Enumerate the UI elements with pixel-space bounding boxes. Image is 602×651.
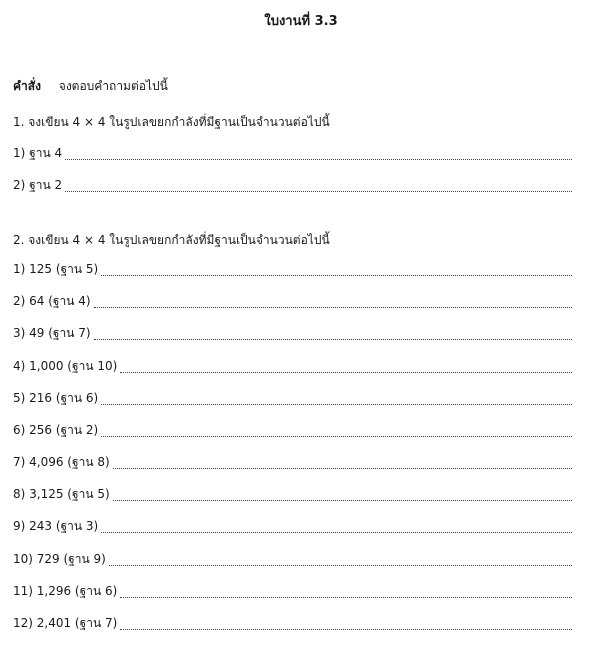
answer-line-label: 1) ฐาน 4: [13, 146, 63, 160]
answer-line-label: 4) 1,000 (ฐาน 10): [13, 359, 118, 373]
answer-line: [13, 583, 572, 601]
answer-line: [13, 261, 572, 279]
answer-line-label: 5) 216 (ฐาน 6): [13, 391, 99, 405]
answer-line: [13, 358, 572, 376]
answer-line-label: 9) 243 (ฐาน 3): [13, 519, 99, 533]
dotted-answer-line: [120, 628, 572, 630]
answer-line-label: 2) 64 (ฐาน 4): [13, 294, 91, 308]
answer-line-label: 2) ฐาน 2: [13, 178, 63, 192]
dotted-answer-line: [120, 596, 572, 598]
answer-line: [13, 615, 572, 633]
dotted-answer-line: [94, 338, 572, 340]
answer-line: [13, 454, 572, 472]
answer-line: [13, 390, 572, 408]
answer-line-label: 10) 729 (ฐาน 9): [13, 552, 106, 566]
answer-line-label: 8) 3,125 (ฐาน 5): [13, 487, 110, 501]
dotted-answer-line: [101, 531, 572, 533]
answer-line: [13, 145, 572, 163]
page-title: ใบงานที่ 3.3: [264, 14, 338, 29]
answer-line-label: 3) 49 (ฐาน 7): [13, 326, 91, 340]
answer-line: [13, 518, 572, 536]
instruction-label: คำสั่ง: [13, 79, 41, 93]
dotted-answer-line: [120, 371, 572, 373]
answer-line: [13, 422, 572, 440]
dotted-answer-line: [101, 403, 572, 405]
answer-line-label: 6) 256 (ฐาน 2): [13, 423, 99, 437]
answer-line: [13, 551, 572, 569]
dotted-answer-line: [113, 499, 572, 501]
dotted-answer-line: [65, 190, 572, 192]
dotted-answer-line: [113, 467, 572, 469]
dotted-answer-line: [101, 274, 572, 276]
answer-line: [13, 293, 572, 311]
instruction: [13, 77, 168, 96]
dotted-answer-line: [109, 564, 572, 566]
question-1-heading: 1. จงเขียน 4 × 4 ในรูปเลขยกกำลังที่มีฐานเป็นจำนวนต่อไปนี้: [13, 115, 330, 129]
instruction-text: จงตอบคำถามต่อไปนี้: [58, 79, 168, 93]
dotted-answer-line: [65, 158, 572, 160]
answer-line-label: 7) 4,096 (ฐาน 8): [13, 455, 110, 469]
answer-line-label: 11) 1,296 (ฐาน 6): [13, 584, 118, 598]
answer-line: [13, 325, 572, 343]
question-2-heading: 2. จงเขียน 4 × 4 ในรูปเลขยกกำลังที่มีฐานเป็นจำนวนต่อไปนี้: [13, 233, 330, 247]
answer-line: [13, 177, 572, 195]
dotted-answer-line: [101, 435, 572, 437]
answer-line-label: 12) 2,401 (ฐาน 7): [13, 616, 118, 630]
dotted-answer-line: [94, 306, 572, 308]
answer-line: [13, 486, 572, 504]
answer-line-label: 1) 125 (ฐาน 5): [13, 262, 99, 276]
